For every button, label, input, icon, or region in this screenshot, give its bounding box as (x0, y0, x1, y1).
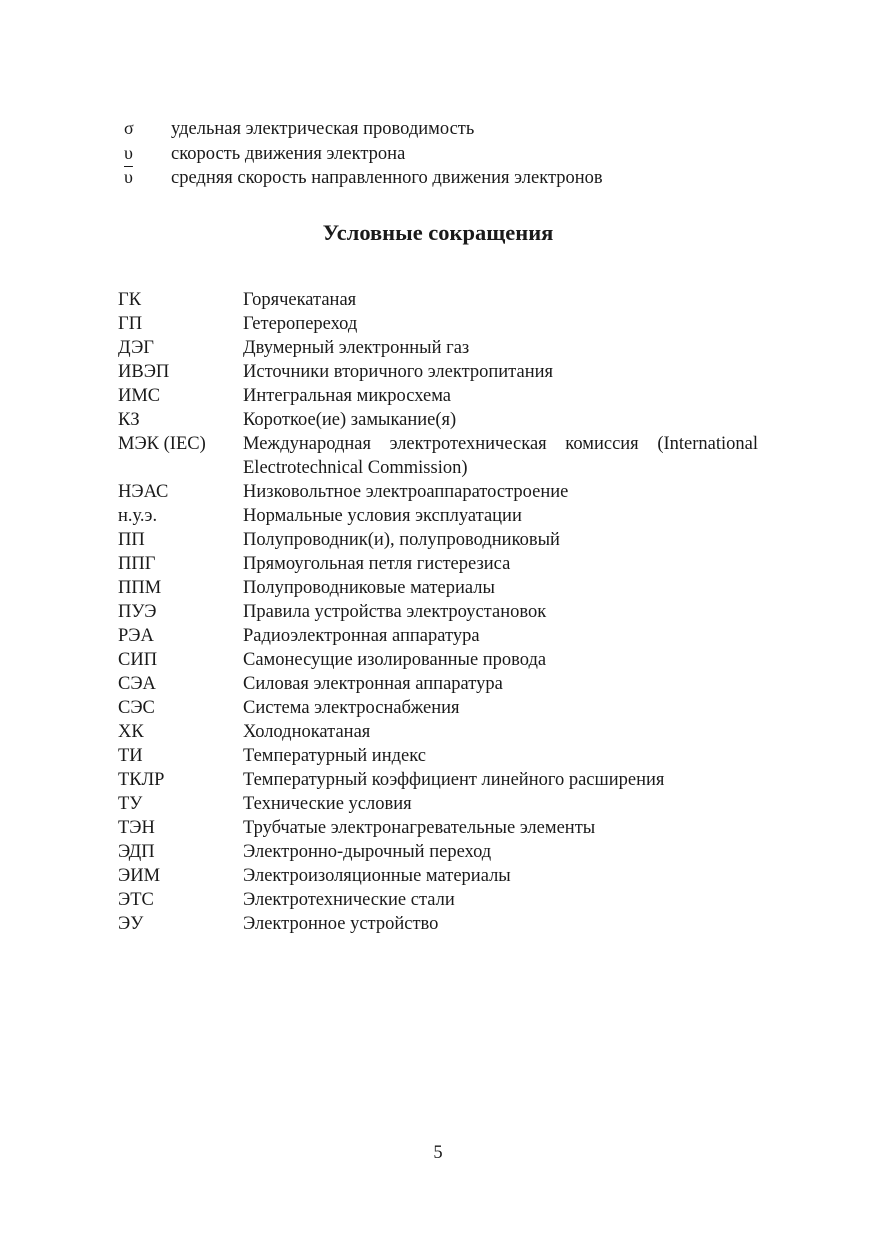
abbreviation-row (118, 552, 758, 576)
abbreviation-row (118, 648, 758, 672)
abbreviation-term: ДЭГ (118, 338, 154, 358)
abbreviation-row (118, 360, 758, 384)
abbreviation-term: СИП (118, 650, 158, 670)
symbol: σ (124, 118, 134, 138)
abbreviation-definition: Прямоугольная петля гистерезиса (243, 554, 511, 574)
abbreviation-row (118, 600, 758, 624)
symbol-list (118, 118, 758, 192)
abbreviation-term: ЭУ (118, 914, 144, 934)
abbreviation-row (118, 576, 758, 600)
abbreviation-term: ПП (118, 530, 145, 550)
abbreviation-term: ГК (118, 290, 142, 310)
abbreviation-row (118, 720, 758, 744)
abbreviation-definition: Международная электротехническая комиссия (International Electrotechnical Commission) (243, 434, 758, 478)
abbreviation-definition: Температурный индекс (243, 746, 426, 766)
abbreviation-row (118, 336, 758, 360)
abbreviation-row (118, 624, 758, 648)
symbol-description: удельная электрическая проводимость (171, 119, 475, 139)
abbreviation-definition: Гетеропереход (243, 314, 358, 334)
abbreviation-definition: Самонесущие изолированные провода (243, 650, 547, 670)
symbol-description: средняя скорость направленного движения электронов (171, 168, 603, 188)
abbreviation-term: н.у.э. (118, 506, 158, 526)
abbreviation-term: ИМС (118, 386, 161, 406)
abbreviation-definition: Правила устройства электроустановок (243, 602, 547, 622)
abbreviation-term: НЭАС (118, 482, 169, 502)
abbreviation-term: ЭДП (118, 842, 155, 862)
abbreviation-definition: Низковольтное электроаппаратостроение (243, 482, 569, 502)
abbreviation-term: ГП (118, 314, 143, 334)
section-heading: Условные сокращения (322, 220, 554, 245)
abbreviation-term: ЭТС (118, 890, 154, 910)
abbreviation-definition: Источники вторичного электропитания (243, 362, 554, 382)
abbreviation-row (118, 696, 758, 720)
abbreviation-definition: Электронно-дырочный переход (243, 842, 492, 862)
abbreviation-term: ЭИМ (118, 866, 161, 886)
abbreviation-term: ПУЭ (118, 602, 157, 622)
symbol-row (118, 167, 758, 192)
abbreviation-row (118, 408, 758, 432)
abbreviation-definition: Электротехнические стали (243, 890, 455, 910)
abbreviation-term: ТКЛР (118, 770, 165, 790)
symbol: υ (124, 142, 133, 163)
abbreviation-term: ТЭН (118, 818, 155, 838)
abbreviation-term: ИВЭП (118, 362, 170, 382)
page-number: 5 (433, 1143, 443, 1163)
abbreviation-definition: Силовая электронная аппаратура (243, 674, 503, 694)
abbreviation-definition: Полупроводниковые материалы (243, 578, 495, 598)
abbreviation-term: ТИ (118, 746, 143, 766)
abbreviation-term: ТУ (118, 794, 143, 814)
abbreviation-row (118, 504, 758, 528)
symbol-description: скорость движения электрона (171, 143, 406, 164)
abbreviation-definition: Электроизоляционные материалы (243, 866, 511, 886)
symbol-overlined: $\overline{\upsilon}$ (124, 167, 133, 187)
abbreviation-row (118, 912, 758, 936)
abbreviation-term: ППМ (118, 578, 162, 598)
abbreviation-row (118, 792, 758, 816)
abbreviation-term: ППГ (118, 554, 156, 574)
abbreviation-term: СЭА (118, 674, 156, 694)
symbol-row (118, 118, 758, 143)
abbreviation-definition: Двумерный электронный газ (243, 338, 470, 358)
abbreviation-definition: Полупроводник(и), полупроводниковый (243, 530, 560, 550)
abbreviation-row (118, 816, 758, 840)
abbreviation-row (118, 528, 758, 552)
abbreviation-definition: Система электроснабжения (243, 698, 460, 718)
abbreviation-row (118, 432, 758, 480)
abbreviation-definition: Радиоэлектронная аппаратура (243, 626, 480, 646)
abbreviation-definition: Трубчатые электронагревательные элементы (243, 818, 596, 838)
abbreviation-definition: Интегральная микросхема (243, 386, 451, 406)
abbreviation-row (118, 840, 758, 864)
abbreviation-definition: Технические условия (243, 794, 412, 814)
abbreviation-row (118, 672, 758, 696)
abbreviation-row (118, 864, 758, 888)
abbreviation-term: КЗ (118, 410, 140, 430)
abbreviation-term: СЭС (118, 698, 155, 718)
abbreviation-definition: Температурный коэффициент линейного расширения (243, 770, 665, 790)
abbreviation-definition: Нормальные условия эксплуатации (243, 506, 522, 526)
abbreviation-definition: Короткое(ие) замыкание(я) (243, 410, 457, 430)
abbreviation-term: ХК (118, 722, 144, 742)
abbreviation-row (118, 312, 758, 336)
abbreviation-row (118, 480, 758, 504)
abbreviation-row (118, 384, 758, 408)
abbreviation-row (118, 288, 758, 312)
abbreviation-definition: Горячекатаная (243, 290, 357, 310)
abbreviation-row (118, 768, 758, 792)
abbreviation-term: МЭК (IEC) (118, 434, 206, 454)
abbreviation-definition: Электронное устройство (243, 914, 439, 934)
abbreviation-row (118, 744, 758, 768)
abbreviation-definition: Холоднокатаная (243, 722, 371, 742)
abbreviation-list (118, 288, 758, 936)
symbol-row (118, 143, 758, 168)
abbreviation-term: РЭА (118, 626, 154, 646)
abbreviation-row (118, 888, 758, 912)
